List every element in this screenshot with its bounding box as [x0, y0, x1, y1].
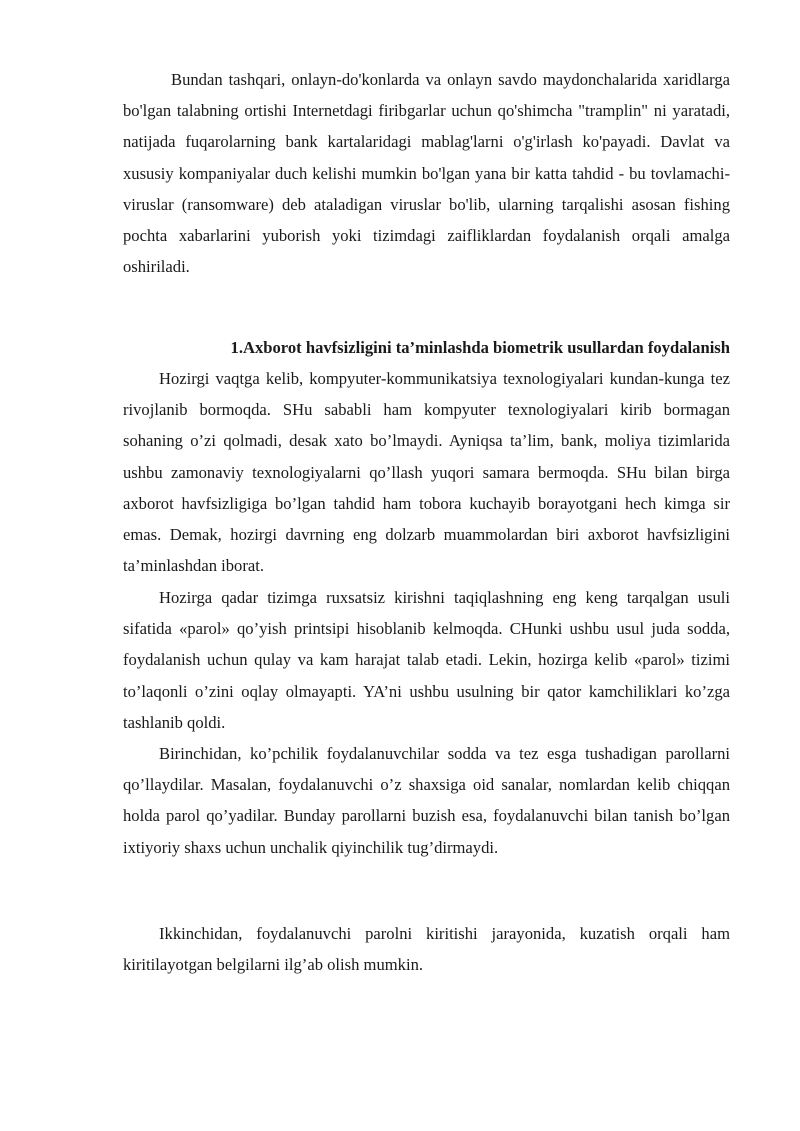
paragraph-intro: Bundan tashqari, onlayn-do'konlarda va onlayn savdo maydonchalarida xaridlarga bo'lgan talabning ortishi Internetdagi firibgarlar uchun qo'shimcha "tramplin" ni yaratadi, natijada fuqarolarning bank kartalaridagi mablag'larni o'g'irlash ko'payadi. Davlat va xususiy kompaniyalar duch kelishi mumkin bo'lgan yana bir katta tahdid - bu tovlamachi-viruslar (ransomware) deb ataladigan viruslar bo'lib, ularning tarqalishi asosan fishing pochta xabarlarini yuborish yoki tizimdagi zaifliklardan foydalanish orqali amalga oshiriladi.: [123, 70, 730, 277]
paragraph-first-drawback: Birinchidan, ko’pchilik foydalanuvchilar sodda va tez esga tushadigan parollarni qo’llaydilar. Masalan, foydalanuvchi o’z shaxsiga oid sanalar, nomlardan kelib chiqqan holda parol qo’yadilar. Bunday parollarni buzish esa, foydalanuvchi bilan tanish bo’lgan ixtiyoriy shaxs uchun unchalik qiyinchilik tug’dirmaydi.: [123, 744, 730, 857]
paragraph-password: Hozirga qadar tizimga ruxsatsiz kirishni taqiqlashning eng keng tarqalgan usuli sifatida «parol» qo’yish printsipi hisoblanib kelmoqda. CHunki ushbu usul juda sodda, foydalanish uchun qulay va kam harajat talab etadi. Lekin, hozirga kelib «parol» tizimi to’laqonli o’zini oqlay olmayapti. YA’ni ushbu usulning bir qator kamchiliklari ko’zga tashlanib qoldi.: [123, 588, 730, 732]
section-heading: 1.Axborot havfsizligini ta’minlashda biometrik usullardan foydalanish: [230, 338, 730, 357]
paragraph-second-drawback: Ikkinchidan, foydalanuvchi parolni kiritishi jarayonida, kuzatish orqali ham kiritilayotgan belgilarni ilg’ab olish mumkin.: [123, 924, 730, 975]
paragraph-technology: Hozirgi vaqtga kelib, kompyuter-kommunikatsiya texnologiyalari kundan-kunga tez rivojlanib bormoqda. SHu sababli ham kompyuter texnologiyalari kirib bormagan sohaning o’zi qolmadi, desak xato bo’lmaydi. Ayniqsa ta’lim, bank, moliya tizimlarida ushbu zamonaviy texnologiyalarni qo’llash yuqori samara bermoqda. SHu bilan birga axborot havfsizligiga bo’lgan tahdid ham tobora kuchayib borayotgani hech kimga sir emas. Demak, hozirgi davrning eng dolzarb muammolardan biri axborot havfsizligini ta’minlashdan iborat.: [123, 369, 730, 576]
